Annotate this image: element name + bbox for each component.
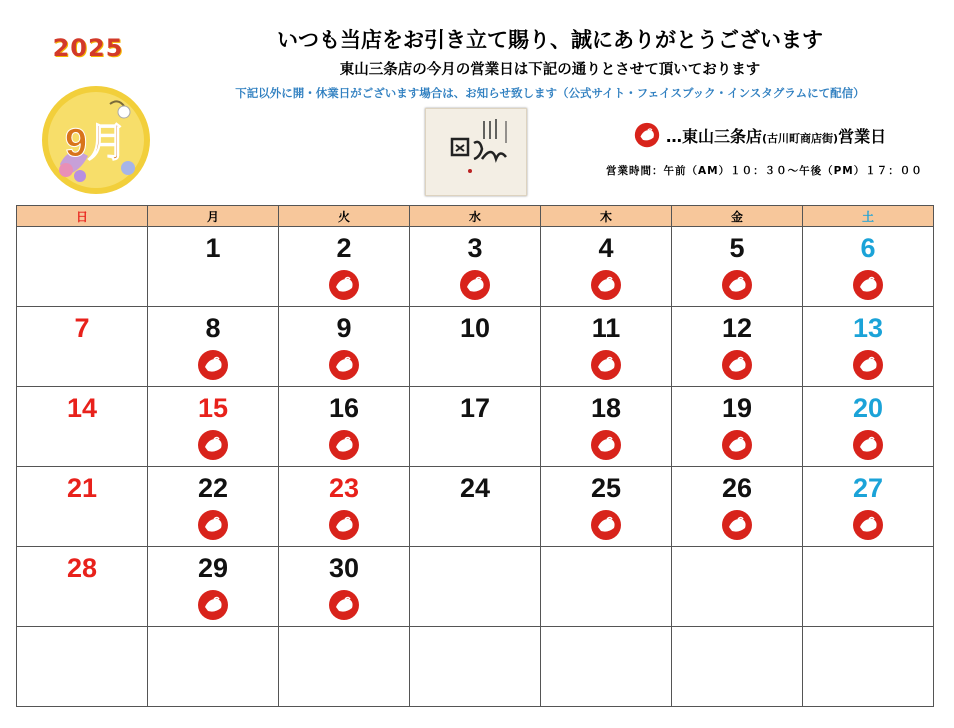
day-number: 1 (205, 233, 221, 263)
day-number: 17 (459, 393, 491, 423)
empty-day-cell (279, 627, 410, 707)
open-day-mark-icon (590, 509, 622, 541)
shop-logo-image (425, 108, 527, 196)
calendar-day-cell (17, 307, 148, 387)
calendar-day-cell (672, 467, 803, 547)
day-number: 26 (721, 473, 753, 503)
empty-day-cell (541, 547, 672, 627)
calendar-day-cell (279, 227, 410, 307)
calendar-day-cell (148, 307, 279, 387)
open-day-mark-icon (459, 269, 491, 301)
calendar-day-cell (541, 307, 672, 387)
day-number: 4 (598, 233, 614, 263)
open-day-mark-icon (328, 589, 360, 621)
calendar-week-row (17, 467, 934, 547)
calendar-day-cell (672, 307, 803, 387)
calendar-day-cell (279, 547, 410, 627)
open-day-mark-icon (852, 349, 884, 381)
calendar-day-cell (17, 467, 148, 547)
calendar-day-cell (672, 227, 803, 307)
empty-day-cell (148, 627, 279, 707)
day-number: 23 (328, 473, 360, 503)
calendar-day-cell (279, 307, 410, 387)
calendar-week-row (17, 627, 934, 707)
day-number: 11 (591, 313, 621, 343)
empty-day-cell (410, 627, 541, 707)
open-day-mark-icon (590, 269, 622, 301)
calendar-day-cell (410, 307, 541, 387)
calendar-day-cell (148, 387, 279, 467)
day-number: 16 (328, 393, 360, 423)
weekday-header-row (17, 206, 934, 227)
day-number: 18 (590, 393, 622, 423)
weekday-header: 土 (803, 206, 934, 227)
calendar-day-cell (148, 467, 279, 547)
calendar-day-cell (541, 387, 672, 467)
day-number: 2 (336, 233, 352, 263)
year-label: 2025 (52, 34, 124, 62)
day-number: 29 (197, 553, 229, 583)
calendar-day-cell (541, 227, 672, 307)
open-day-mark-icon (328, 429, 360, 461)
empty-day-cell (672, 547, 803, 627)
calendar-day-cell (410, 467, 541, 547)
open-day-mark-icon (197, 349, 229, 381)
empty-day-cell (803, 547, 934, 627)
calendar-table (16, 205, 934, 707)
empty-day-cell (803, 627, 934, 707)
calendar-day-cell (279, 387, 410, 467)
business-hours: 営業時間：午前（AM）１０：３０〜午後（PM）１７：００ (606, 165, 923, 177)
day-number: 20 (852, 393, 884, 423)
day-number: 9 (336, 313, 352, 343)
day-number: 7 (74, 313, 90, 343)
calendar-day-cell (410, 387, 541, 467)
calendar-day-cell (803, 307, 934, 387)
open-day-mark-icon (634, 122, 660, 148)
day-number: 28 (66, 553, 98, 583)
day-number: 14 (66, 393, 98, 423)
day-number: 12 (721, 313, 753, 343)
day-number: 8 (205, 313, 221, 343)
calendar-day-cell (17, 547, 148, 627)
calendar-day-cell (17, 387, 148, 467)
open-day-mark-icon (197, 509, 229, 541)
open-day-mark-icon (852, 429, 884, 461)
open-day-mark-icon (721, 269, 753, 301)
open-day-mark-icon (590, 349, 622, 381)
calendar-week-row (17, 387, 934, 467)
page-title: いつも当店をお引き立て賜り、誠にありがとうございます (277, 28, 823, 52)
legend (634, 122, 886, 148)
calendar-day-cell (803, 387, 934, 467)
day-number: 15 (197, 393, 229, 423)
open-day-mark-icon (328, 349, 360, 381)
empty-day-cell (410, 547, 541, 627)
day-number: 22 (197, 473, 229, 503)
open-day-mark-icon (852, 509, 884, 541)
weekday-header: 木 (541, 206, 672, 227)
day-number: 3 (467, 233, 483, 263)
day-number: 25 (590, 473, 622, 503)
day-number: 21 (66, 473, 98, 503)
month-label: 9月 (64, 121, 128, 165)
open-day-mark-icon (328, 509, 360, 541)
weekday-header: 火 (279, 206, 410, 227)
empty-day-cell (672, 627, 803, 707)
weekday-header: 金 (672, 206, 803, 227)
calendar-body (17, 227, 934, 707)
day-number: 19 (721, 393, 753, 423)
empty-day-cell (17, 227, 148, 307)
calendar-day-cell (410, 227, 541, 307)
open-day-mark-icon (590, 429, 622, 461)
empty-day-cell (541, 627, 672, 707)
day-number: 24 (459, 473, 491, 503)
month-badge (40, 84, 152, 196)
open-day-mark-icon (721, 349, 753, 381)
day-number: 5 (729, 233, 745, 263)
open-day-mark-icon (721, 509, 753, 541)
calendar-day-cell (672, 387, 803, 467)
calendar-day-cell (148, 227, 279, 307)
day-number: 6 (860, 233, 876, 263)
calendar-day-cell (803, 227, 934, 307)
empty-day-cell (17, 627, 148, 707)
open-day-mark-icon (852, 269, 884, 301)
calendar-day-cell (148, 547, 279, 627)
weekday-header: 月 (148, 206, 279, 227)
day-number: 10 (459, 313, 491, 343)
calendar-week-row (17, 227, 934, 307)
weekday-header: 日 (17, 206, 148, 227)
calendar-day-cell (541, 467, 672, 547)
open-day-mark-icon (721, 429, 753, 461)
open-day-mark-icon (197, 429, 229, 461)
calendar-week-row (17, 547, 934, 627)
page-subtitle: 東山三条店の今月の営業日は下記の通りとさせて頂いております (339, 62, 761, 78)
notice-text: 下記以外に開・休業日がございます場合は、お知らせ致します（公式サイト・フェイスブック・インスタグラムにて配信） (235, 86, 865, 100)
day-number: 30 (328, 553, 360, 583)
day-number: 27 (852, 473, 884, 503)
open-day-mark-icon (328, 269, 360, 301)
legend-label: …東山三条店(古川町商店街)営業日 (666, 126, 887, 146)
open-day-mark-icon (197, 589, 229, 621)
calendar-day-cell (279, 467, 410, 547)
weekday-header: 水 (410, 206, 541, 227)
calendar-week-row (17, 307, 934, 387)
calendar-day-cell (803, 467, 934, 547)
day-number: 13 (852, 313, 884, 343)
